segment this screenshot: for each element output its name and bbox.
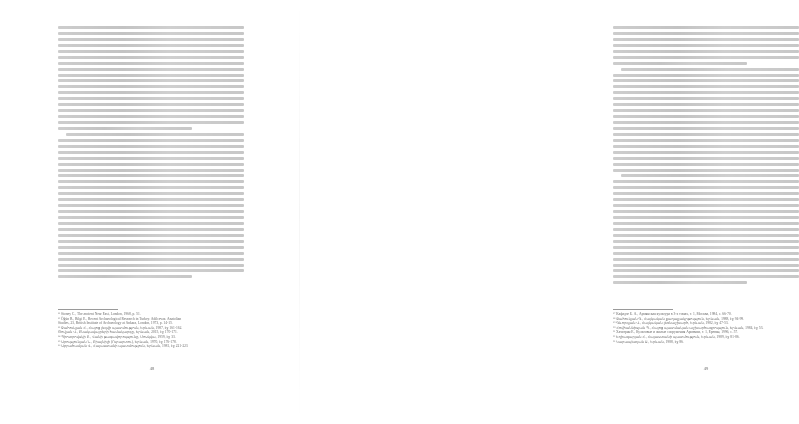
text-line: [613, 139, 799, 142]
footnote-rule: [613, 309, 673, 310]
text-line: [58, 163, 244, 166]
text-line: [613, 192, 799, 195]
page-number: 49: [703, 366, 709, 371]
text-line: [58, 216, 244, 219]
text-line: [621, 68, 799, 71]
text-line: [58, 38, 244, 41]
text-line: [58, 79, 244, 82]
text-line: [58, 62, 244, 65]
text-line: [613, 269, 799, 272]
text-line: [58, 50, 244, 53]
text-line: [613, 97, 799, 100]
text-line: [613, 26, 799, 29]
text-line: [58, 26, 244, 29]
text-line: [613, 56, 799, 59]
text-line: [613, 281, 747, 284]
text-line: [621, 174, 799, 177]
text-line: [58, 169, 244, 172]
text-line: [613, 62, 747, 65]
text-line: [58, 115, 244, 118]
text-line: [58, 44, 244, 47]
left-body-text: [58, 26, 244, 281]
text-line: [58, 139, 244, 142]
text-line: [613, 85, 799, 88]
footnote: ¹¹ Stoney C., The ancient Near East, London, 1968, p. 51.: [58, 312, 141, 316]
text-line: [58, 240, 244, 243]
text-line: [58, 91, 244, 94]
right-footnotes: [613, 312, 799, 344]
text-line: [613, 252, 799, 255]
text-line: [613, 109, 799, 112]
text-line: [613, 234, 799, 237]
footnote: ¹⁹ Գևորգյան Վ., Հայկական լեռնաշխարհ, Երևան, 1982, էջ 47-53.: [613, 321, 729, 326]
text-line: [613, 157, 799, 160]
text-line: [58, 109, 244, 112]
text-line: [58, 186, 244, 189]
text-line: [613, 145, 799, 148]
text-line: [58, 264, 244, 267]
text-line: [613, 204, 799, 207]
left-footnotes: [58, 312, 244, 349]
text-line: [613, 258, 799, 261]
text-line: [613, 275, 799, 278]
text-line: [613, 44, 799, 47]
text-line: [613, 50, 799, 53]
text-line: [58, 157, 244, 160]
text-line: [58, 192, 244, 195]
text-line: [58, 246, 244, 249]
right-body-text: [613, 26, 799, 287]
text-line: [58, 103, 244, 106]
page-number: 48: [149, 366, 155, 371]
text-line: [58, 252, 244, 255]
footnote: ¹⁸ Ջահուկյան Գ., Հայկական քաղաքակրթություն, Երևան, 1988, էջ 94-99.: [613, 316, 745, 321]
footnote: ¹⁷ Кафадзе Б. А., Армянская культура в 3-х томах, т. 1, Москва, 1984, с. 66-70.: [613, 312, 732, 316]
footnote: ¹³ Ջահուկյան Հ., Հայոց լեզվի պատմություն, Երևան, 1987, էջ 161-162.: [58, 325, 183, 330]
text-line: [613, 264, 799, 267]
text-line: [58, 198, 244, 201]
text-line: [613, 32, 799, 35]
text-line: [613, 79, 799, 82]
text-line: [58, 180, 244, 183]
text-line: [613, 38, 799, 41]
left-page: [0, 0, 300, 424]
text-line: [58, 151, 244, 154]
text-line: [613, 246, 799, 249]
text-line: [58, 269, 244, 272]
text-line: [58, 127, 192, 130]
text-line: [58, 228, 244, 231]
text-line: [613, 216, 799, 219]
text-line: [613, 74, 799, 77]
text-line: [58, 68, 244, 71]
text-line: [613, 186, 799, 189]
text-line: [58, 145, 244, 148]
text-line: [613, 228, 799, 231]
text-line: [613, 103, 799, 106]
footnote: ¹⁵ Արությունյան Ն., Բիայնիլի (Ուրարտու), Երևան, 1970, էջ 176-178.: [58, 339, 177, 344]
footnote: ¹⁴ Պիոտրովսկի Բ., Վանի թագավորությունը, Մոսկվա, 1959, էջ 33.: [58, 334, 176, 339]
text-line: [58, 204, 244, 207]
text-line: [58, 258, 244, 261]
text-line: [58, 275, 192, 278]
text-line: [58, 85, 244, 88]
text-line: [613, 133, 799, 136]
footnote-rule: [58, 309, 118, 310]
text-line: [613, 121, 799, 124]
footnote: ¹⁶ Աբրահամյան Վ., Հայաստանի պատմություն, Երևան, 1981, էջ 221-223: [58, 344, 188, 349]
text-line: [613, 127, 799, 130]
text-line: [613, 91, 799, 94]
footnote: ²² Եղիազարյան Հ., Հայաստանի պատմություն, Երևան, 1989, էջ 81-86.: [613, 334, 740, 339]
text-line: [58, 121, 244, 124]
text-line: [613, 210, 799, 213]
footnote: ¹² Öğün B., Bilgi E., Recent Archaeological Research in Turkey. Adilcevaz. Anatolian: [58, 316, 182, 321]
text-line: [613, 163, 799, 166]
text-line: [58, 234, 244, 237]
text-line: [66, 133, 244, 136]
footnote: ²³ Կարապետյան Ս., Երևան, 1988, էջ 86.: [613, 339, 684, 344]
text-line: [58, 74, 244, 77]
text-line: [58, 32, 244, 35]
text-line: [613, 180, 799, 183]
text-line: [58, 97, 244, 100]
footnote: ²⁰ Հովհաննիսյան Պ., Հայոց պատմական աշխարհագրություն, Երևան, 1984, էջ 53.: [613, 325, 764, 330]
text-line: [58, 56, 244, 59]
text-line: [613, 198, 799, 201]
footnote: ²¹ Хачатрян Е., Культовые и жилые сооружения Армении, т. 1, Ереван, 1996, с. 57.: [613, 330, 739, 335]
footnote: Ծովյան Վ., Բնակավայրերի համակարգը, Երևան, 2015, էջ 170-171.: [58, 330, 178, 335]
text-line: [58, 222, 244, 225]
text-line: [613, 115, 799, 118]
right-page: [300, 0, 764, 424]
text-line: [58, 174, 244, 177]
text-line: [58, 210, 244, 213]
footnote: Studies, 23, British Institute of Archaeology at Ankara, London, 1973, p. 14-15.: [58, 321, 173, 326]
text-line: [613, 169, 799, 172]
text-line: [613, 151, 799, 154]
text-line: [613, 240, 799, 243]
text-line: [613, 222, 799, 225]
